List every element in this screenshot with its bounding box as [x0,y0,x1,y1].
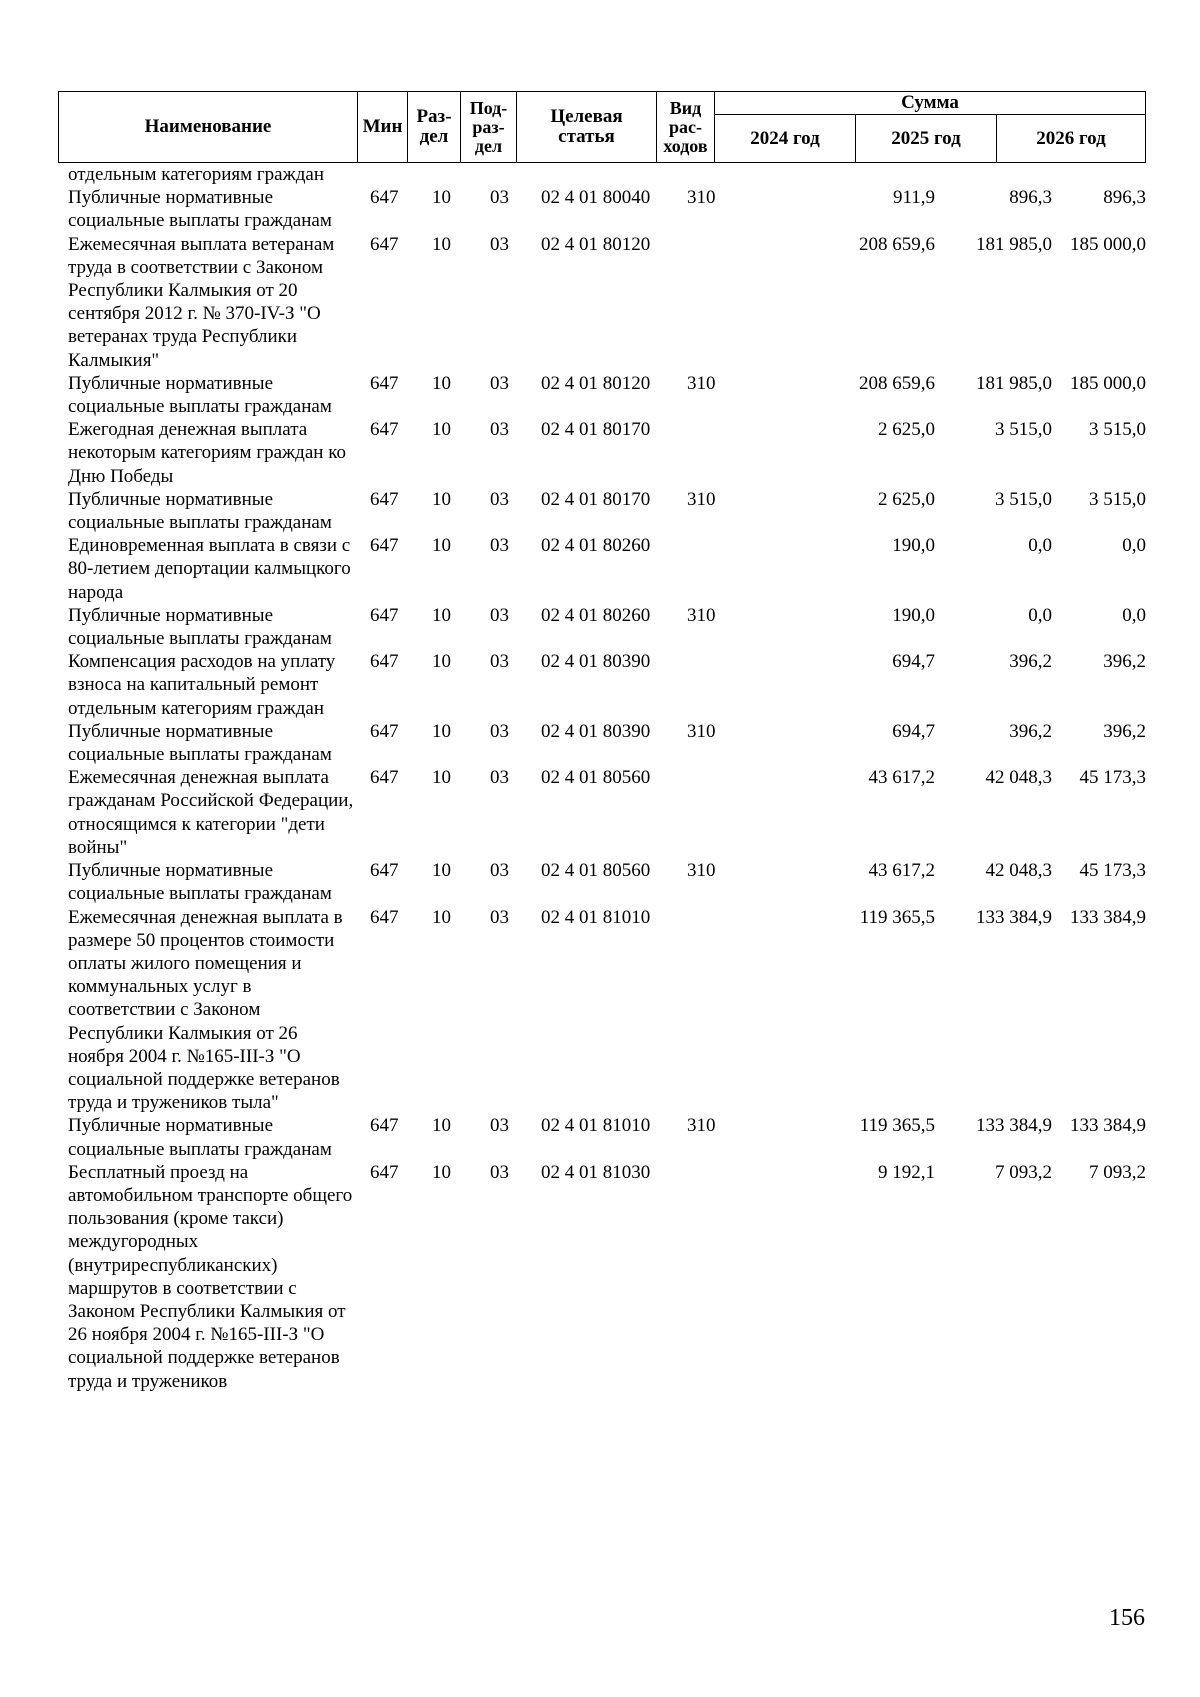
min-cell: 647 [370,1115,399,1137]
amount-2024-cell: 190,0 [892,604,935,626]
amount-2025-cell: 181 985,0 [976,372,1052,394]
amount-2026-cell: 45 173,3 [1079,860,1146,882]
podrazdel-cell: 03 [490,906,509,928]
amount-2024-cell: 208 659,6 [859,233,935,255]
vid-rashodov-cell: 310 [687,604,716,626]
name-cell: Ежегодная денежная выплата некоторым категориям граждан ко Дню Победы [68,419,346,487]
celevaya-statya-cell: 02 4 01 80040 [541,187,651,209]
min-cell: 647 [370,233,399,255]
table-row [68,766,1146,859]
podrazdel-cell: 03 [490,233,509,255]
vid-rashodov-cell: 310 [687,1115,716,1137]
razdel-cell: 10 [432,535,451,557]
razdel-cell: 10 [432,720,451,742]
amount-2025-cell: 0,0 [1028,604,1052,626]
min-cell: 647 [370,651,399,673]
amount-2026-cell: 3 515,0 [1089,419,1146,441]
name-cell: Ежемесячная денежная выплата в размере 50 процентов стоимости оплаты жилого помещения и коммунальных услуг в соответствии с Законом Республики Калмыкия от 26 ноября 2004 г. №165-III-З "О социальной поддержке ветеранов труда и тружеников тыла" [68,906,343,1114]
header-podrazdel: Под- раз- дел [461,92,517,163]
amount-2026-cell: 396,2 [1103,651,1146,673]
celevaya-statya-cell: 02 4 01 81010 [541,1115,651,1137]
amount-2025-cell: 0,0 [1028,535,1052,557]
min-cell: 647 [370,419,399,441]
razdel-cell: 10 [432,860,451,882]
podrazdel-cell: 03 [490,1115,509,1137]
amount-2025-cell: 3 515,0 [995,488,1052,510]
min-cell: 647 [370,1161,399,1183]
amount-2024-cell: 43 617,2 [868,767,935,789]
amount-2024-cell: 119 365,5 [859,906,935,928]
podrazdel-cell: 03 [490,767,509,789]
celevaya-statya-cell: 02 4 01 80390 [541,720,651,742]
celevaya-statya-cell: 02 4 01 80170 [541,488,651,510]
min-cell: 647 [370,372,399,394]
amount-2026-cell: 896,3 [1103,187,1146,209]
amount-2024-cell: 694,7 [892,720,935,742]
razdel-cell: 10 [432,767,451,789]
podrazdel-cell: 03 [490,488,509,510]
table-row [68,1161,1146,1393]
razdel-cell: 10 [432,187,451,209]
header-vid-rashodov: Вид рас- ходов [657,92,715,163]
podrazdel-cell: 03 [490,860,509,882]
table-row [68,372,1146,418]
amount-2024-cell: 911,9 [892,187,935,209]
vid-rashodov-cell: 310 [687,488,716,510]
header-razdel: Раз- дел [408,92,461,163]
celevaya-statya-cell: 02 4 01 80560 [541,767,651,789]
min-cell: 647 [370,187,399,209]
celevaya-statya-cell: 02 4 01 80260 [541,604,651,626]
amount-2025-cell: 896,3 [1009,187,1052,209]
podrazdel-cell: 03 [490,720,509,742]
amount-2026-cell: 3 515,0 [1089,488,1146,510]
amount-2025-cell: 396,2 [1009,651,1052,673]
amount-2024-cell: 2 625,0 [878,419,935,441]
amount-2025-cell: 133 384,9 [976,1115,1052,1137]
amount-2025-cell: 42 048,3 [985,767,1052,789]
celevaya-statya-cell: 02 4 01 80260 [541,535,651,557]
table-row [68,859,1146,905]
podrazdel-cell: 03 [490,187,509,209]
amount-2025-cell: 3 515,0 [995,419,1052,441]
amount-2024-cell: 694,7 [892,651,935,673]
table-row [68,233,1146,372]
min-cell: 647 [370,767,399,789]
min-cell: 647 [370,860,399,882]
podrazdel-cell: 03 [490,651,509,673]
amount-2026-cell: 396,2 [1103,720,1146,742]
amount-2025-cell: 7 093,2 [995,1161,1052,1183]
amount-2026-cell: 185 000,0 [1070,233,1146,255]
amount-2024-cell: 208 659,6 [859,372,935,394]
podrazdel-cell: 03 [490,535,509,557]
name-cell: отдельным категориям граждан [68,164,324,185]
table-row [68,604,1146,650]
name-cell: Публичные нормативные социальные выплаты гражданам [68,720,332,766]
table-row [68,418,1146,488]
podrazdel-cell: 03 [490,372,509,394]
amount-2026-cell: 133 384,9 [1070,906,1146,928]
amount-2024-cell: 2 625,0 [878,488,935,510]
razdel-cell: 10 [432,488,451,510]
vid-rashodov-cell: 310 [687,372,716,394]
table-body [68,163,1146,1393]
header-summa: Сумма [715,92,1146,115]
amount-2024-cell: 119 365,5 [859,1115,935,1137]
amount-2025-cell: 396,2 [1009,720,1052,742]
podrazdel-cell: 03 [490,1161,509,1183]
celevaya-statya-cell: 02 4 01 80170 [541,419,651,441]
name-cell: Публичные нормативные социальные выплаты гражданам [68,187,332,232]
celevaya-statya-cell: 02 4 01 80560 [541,860,651,882]
table-row [68,163,1140,186]
header-year-2026: 2026 год [997,115,1146,163]
min-cell: 647 [370,720,399,742]
celevaya-statya-cell: 02 4 01 80120 [541,372,651,394]
amount-2024-cell: 9 192,1 [878,1161,935,1183]
celevaya-statya-cell: 02 4 01 81030 [541,1161,651,1183]
razdel-cell: 10 [432,1115,451,1137]
amount-2025-cell: 181 985,0 [976,233,1052,255]
name-cell: Бесплатный проезд на автомобильном транспорте общего пользования (кроме такси) междугородных (внутриреспубликанских) маршрутов в соответствии с Законом Республики Калмыкия от 26 ноября 2004 г. №165-III-З "О социальной поддержке ветеранов труда и тружеников [68,1161,353,1392]
vid-rashodov-cell: 310 [687,860,716,882]
name-cell: Единовременная выплата в связи с 80-летием депортации калмыцкого народа [68,535,351,603]
header-min: Мин [358,92,408,163]
table-row [68,650,1146,720]
header-name: Наименование [59,92,358,163]
amount-2026-cell: 0,0 [1122,604,1146,626]
amount-2026-cell: 7 093,2 [1089,1161,1146,1183]
min-cell: 647 [370,906,399,928]
page-number: 156 [1109,1605,1145,1631]
amount-2026-cell: 0,0 [1122,535,1146,557]
razdel-cell: 10 [432,372,451,394]
celevaya-statya-cell: 02 4 01 80390 [541,651,651,673]
razdel-cell: 10 [432,906,451,928]
table-row [68,534,1146,604]
header-year-2025: 2025 год [856,115,997,163]
amount-2024-cell: 190,0 [892,535,935,557]
name-cell: Публичные нормативные социальные выплаты гражданам [68,860,332,905]
amount-2026-cell: 45 173,3 [1079,767,1146,789]
table-row [68,1114,1146,1160]
celevaya-statya-cell: 02 4 01 80120 [541,233,651,255]
min-cell: 647 [370,604,399,626]
razdel-cell: 10 [432,604,451,626]
name-cell: Компенсация расходов на уплату взноса на капитальный ремонт отдельным категориям граждан [68,651,336,719]
razdel-cell: 10 [432,419,451,441]
min-cell: 647 [370,535,399,557]
table-row [68,720,1146,766]
header-year-2024: 2024 год [715,115,856,163]
podrazdel-cell: 03 [490,604,509,626]
name-cell: Публичные нормативные социальные выплаты гражданам [68,372,332,418]
table-row [68,488,1146,534]
amount-2026-cell: 133 384,9 [1070,1115,1146,1137]
table-header [58,91,1146,163]
name-cell: Ежемесячная выплата ветеранам труда в соответствии с Законом Республики Калмыкия от 20 сентября 2012 г. № 370-IV-З "О ветеранах труда Республики Калмыкия" [68,233,335,371]
amount-2024-cell: 43 617,2 [868,860,935,882]
amount-2025-cell: 42 048,3 [985,860,1052,882]
razdel-cell: 10 [432,233,451,255]
name-cell: Ежемесячная денежная выплата гражданам Российской Федерации, относящимся к категории "дети войны" [68,767,354,858]
celevaya-statya-cell: 02 4 01 81010 [541,906,651,928]
amount-2026-cell: 185 000,0 [1070,372,1146,394]
table-row [68,906,1146,1115]
vid-rashodov-cell: 310 [687,720,716,742]
razdel-cell: 10 [432,1161,451,1183]
vid-rashodov-cell: 310 [687,187,716,209]
podrazdel-cell: 03 [490,419,509,441]
header-celevaya-statya: Целевая статья [517,92,657,163]
table-row [68,186,1146,232]
name-cell: Публичные нормативные социальные выплаты гражданам [68,604,332,650]
razdel-cell: 10 [432,651,451,673]
name-cell: Публичные нормативные социальные выплаты гражданам [68,488,332,534]
min-cell: 647 [370,488,399,510]
name-cell: Публичные нормативные социальные выплаты гражданам [68,1115,332,1160]
amount-2025-cell: 133 384,9 [976,906,1052,928]
